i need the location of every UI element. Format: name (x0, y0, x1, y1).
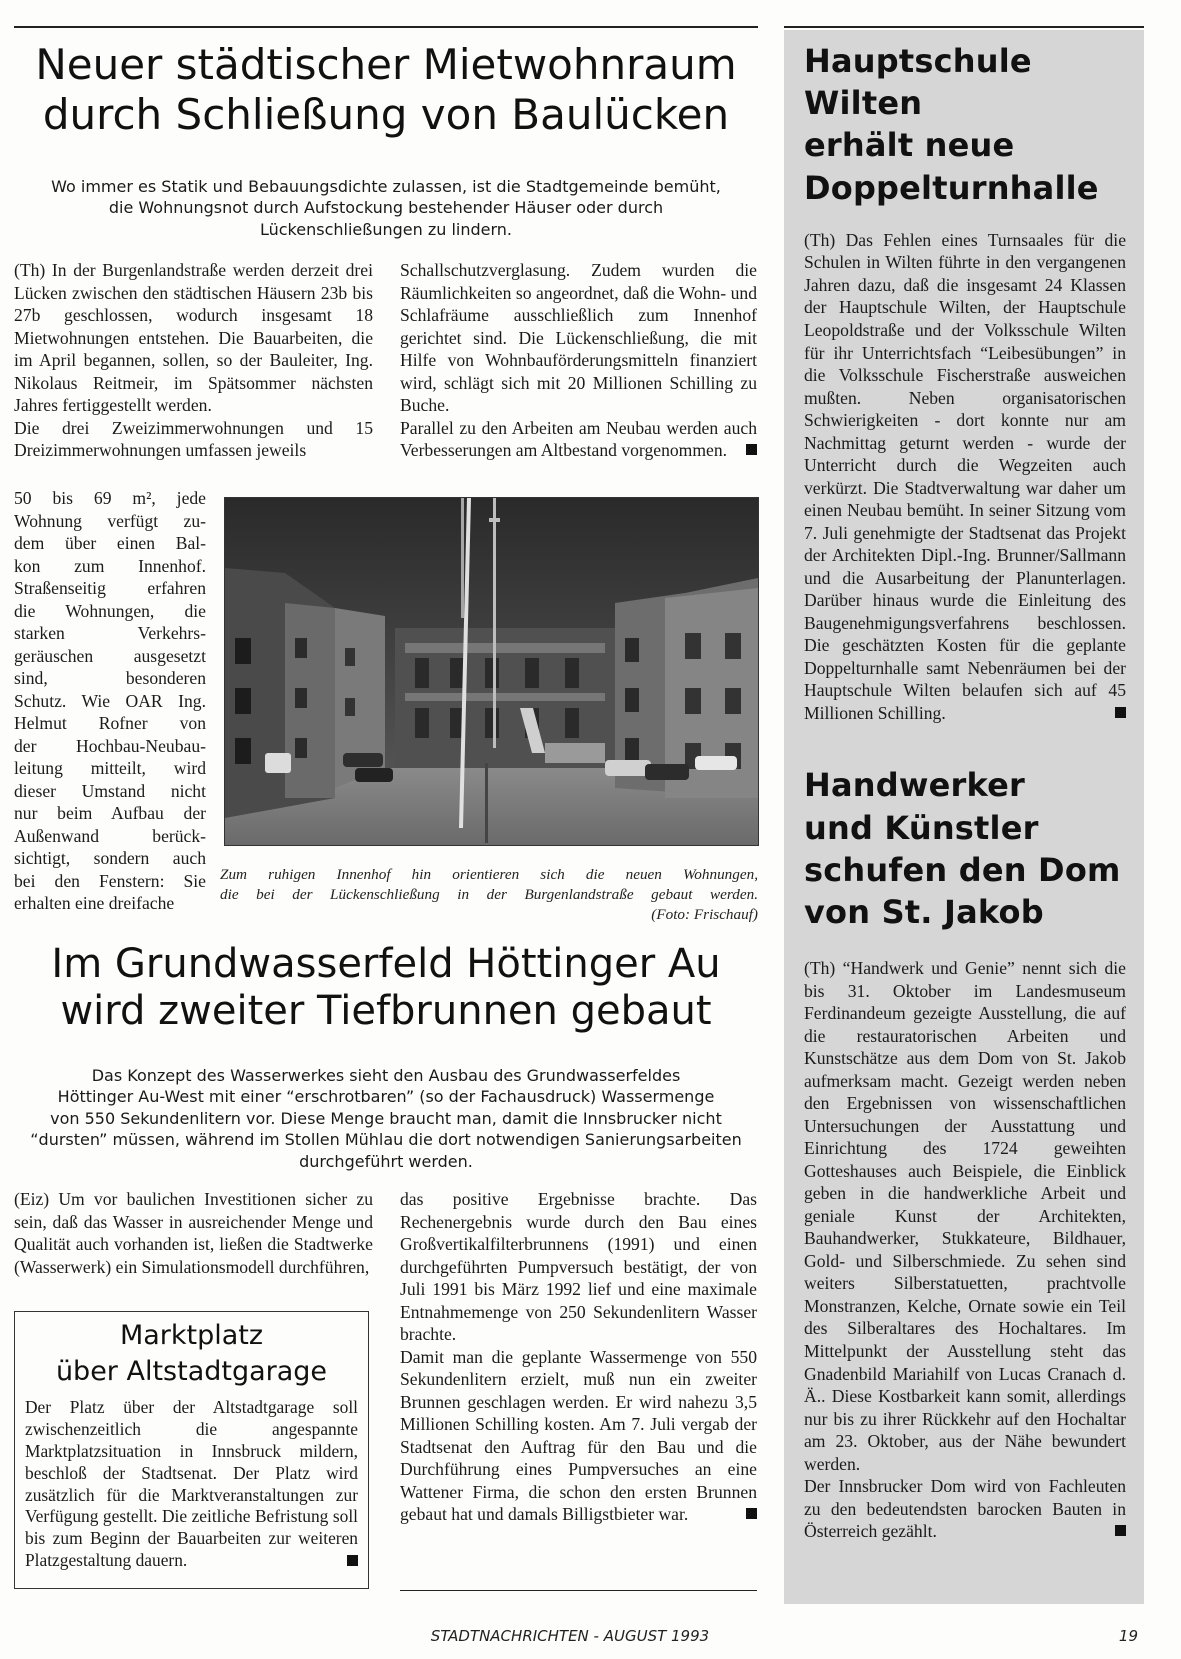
narrow-line: 50 bis 69 m², jede (14, 488, 206, 508)
article-1-paragraph: (Th) In der Burgenlandstraße werden derzeit drei Lücken zwischen den städtischen Häusern 23b bis 27b geschlossen, wodurch insgesamt 18 Mietwohnungen entstehen. Die Bauarbeiten, die im April begannen, sollen, so der Bauleiter, Ing. Nikolaus Reitmeir, im Spätsommer nächsten Jahres fertiggestellt werden. (14, 260, 373, 416)
sidebar-article-2-paragraph (804, 1475, 1126, 1543)
narrow-line: der Hochbau-Neubau- (14, 735, 206, 756)
lead-line: durchgeführt werden. (299, 1151, 473, 1171)
sidebar-article-2-paragraph: (Th) “Handwerk und Genie” nennt sich die bis 31. Oktober im Landesmuseum Ferdinandeum gezeigte Ausstellung, die auf die restauratorischen Arbeiten und Kunstschätze aus dem Dom von St. Jakob aufmerksam macht. Gezeigt werden neben den Ergebnissen von wissenschaftlichen Untersuchungen der Ausstattung und Einrichtung des 1724 geweihten Gotteshauses auch Beispiele, die Einblick geben in die handwerkliche Arbeit und geniale Kunst der Architekten, Bauhandwerker, Stukkateure, Bildhauer, Gold- und Silberschmiede. Zu sehen sind weiters Silberstatuetten, prachtvolle Monstranzen, Kelche, Ornate sowie ein Teil des Silberaltares des Hochaltares. Im Mittelpunkt der Ausstellung steht das Gnadenbild Mariahilf von Lucas Cranach d. Ä.. Diese Kostbarkeit kann somit, allerdings nur bis zu ihrer Rückkehr auf den Hochaltar am 23. Oktober, aus der Nähe bewundert werden. (804, 958, 1126, 1474)
page-number: 19 (1118, 1627, 1138, 1645)
sidebar-title-line: erhält neue (804, 126, 1015, 165)
article-1-paragraph (400, 417, 757, 462)
narrow-line: Außenwand berück- (14, 825, 206, 846)
article-2-paragraph: das positive Ergebnisse brachte. Das Rechenergebnis wurde durch den Bau eines Großvertikalfilterbrunnens (1991) und einen durchgeführten Pumpversuch bestätigt, der von Juli 1991 bis März 1992 lief und eine maximale Entnahmemenge von 250 Sekundenlitern Wasser brachte. (400, 1189, 757, 1345)
article-2-column-1 (14, 1188, 373, 1278)
narrow-line: sind, besonderen (14, 668, 206, 689)
narrow-line: geräuschen ausgesetzt (14, 645, 206, 666)
article-2-headline (14, 941, 758, 1035)
sidebar-article-1-text: (Th) Das Fehlen eines Turnsaales für die Schulen in Wilten führte in den vergangenen Jahren dazu, daß die insgesamt 24 Klassen der Hauptschule Wilten, der Hauptschule Leopoldstraße und der Volksschule Wilten für ihr Unterrichtsfach “Leibesübungen” in die Volksschule Fischerstraße ausweichen mußten. Neben organisatorischen Schwierigkeiten - dort konnte nur am Nachmittag geturnt werden - wurde der Unterricht durch die Wegzeiten auch verkürzt. Die Stadtverwaltung war daher um einen Neubau bemüht. In seiner Sitzung vom 7. Juli genehmigte der Stadtsenat das Projekt der Architekten Dipl.-Ing. Brunner/Sallmann und die Ausarbeitung der Planunterlagen. Darüber hinaus wurde die Einleitung des Baugenehmigungsverfahrens beschlossen. Die geschätzten Kosten für die geplante Doppelturnhalle samt Nebenräumen bei der Hauptschule Wilten belaufen sich auf 45 Millionen Schilling. (804, 229, 1126, 723)
article-1-paragraph: Die drei Zweizimmerwohnungen und 15 Dreizimmerwohnungen umfassen jeweils (14, 417, 373, 461)
article-2-paragraph: (Eiz) Um vor baulichen Investitionen sicher zu sein, daß das Wasser in ausreichender Menge und Qualität auch vorhanden ist, ließen die Stadtwerke (Wasserwerk) ein Simulationsmodell durchführen, (14, 1189, 373, 1277)
narrow-line: kon zum Innenhof. (14, 555, 206, 576)
narrow-line: Wohnung verfügt zu- (14, 510, 206, 531)
box-text: Der Platz über der Altstadtgarage soll zwischenzeitlich die angespannte Marktplatzsituation in Innsbruck mildern, beschloß der Stadtsenat. Der Platz wird zusätzlich für die Marktveranstaltungen zur Verfügung gestellt. Die zeitliche Befristung soll bis zum Beginn der Bauarbeiten zur weiteren Platzgestaltung dauern. (25, 1396, 358, 1571)
sidebar-title-line: und Künstler (804, 808, 1039, 847)
article-1-column-1-narrow (14, 487, 206, 915)
sidebar-title-line: von St. Jakob (804, 892, 1044, 931)
box-title-line: Marktplatz (119, 1320, 264, 1351)
article-1-last-paragraph: Parallel zu den Arbeiten am Neubau werden auch Verbesserungen am Altbestand vorgenommen. (400, 417, 757, 461)
sidebar-article-1-title (804, 40, 1126, 209)
article-2-bottom-rule (400, 1590, 757, 1591)
article-2-lead (14, 1065, 758, 1172)
sidebar-article-2-title (804, 764, 1126, 933)
narrow-line: nur beim Aufbau der (14, 803, 206, 824)
narrow-line: Schutz. Wie OAR Ing. (14, 690, 206, 711)
box-title-line: über Altstadtgarage (55, 1356, 328, 1388)
top-rule-sidebar (784, 26, 1144, 28)
sidebar-title-line: Handwerker (804, 766, 1026, 805)
end-mark (746, 1508, 757, 1519)
headline-line: Neuer städtischer Mietwohnraum (35, 40, 737, 89)
article-1-paragraph: Schallschutzverglasung. Zudem wurden die Räumlichkeiten so angeordnet, daß die Wohn- und Schlafräume ausschließlich zum Innenhof gerichtet sind. Die Lückenschließung, die mit Hilfe von Wohnbauförderungsmitteln finanziert wird, schlägt sich mit 20 Millionen Schilling zu Buche. (400, 260, 757, 416)
sidebar-title-line: schufen den Dom (804, 850, 1121, 889)
article-2-last-paragraph: Damit man die geplante Wassermenge von 550 Sekundenlitern erzielt, muß nun ein zweiter Brunnen geschlagen werden. Er wird nahezu 3,5 Millionen Schilling kosten. Am 7. Juli vergab der Stadtsenat den Auftrag für den Bau und die Durchführung eines Pumpversuches an eine Wattener Firma, die schon den ersten Brunnen gebaut hat und damals Billigstbieter war. (400, 1346, 757, 1525)
sidebar (784, 30, 1144, 1604)
article-1-column-2 (400, 259, 757, 462)
narrow-line: Straßenseitig erfahren (14, 578, 206, 599)
end-mark (1115, 707, 1126, 718)
narrow-line: Helmut Rofner von (14, 713, 206, 734)
caption-line: Zum ruhigen Innenhof hin orientieren sich die neuen Wohnungen, (220, 866, 758, 883)
narrow-line: dieser Umstand nicht (14, 780, 206, 801)
photo-credit: (Foto: Frischauf) (651, 906, 758, 924)
lead-line: “dursten” müssen, während im Stollen Mühlau die dort notwendigen Sanierungsarbeiten (30, 1130, 742, 1150)
lead-line: Wo immer es Statik und Bebauungsdichte zulassen, ist die Stadtgemeinde bemüht, (51, 177, 721, 196)
narrow-line: leitung mitteilt, wird (14, 758, 206, 779)
article-1-lead (14, 176, 758, 240)
narrow-line: die Wohnungen, die (14, 600, 206, 621)
marktplatz-box (14, 1311, 369, 1589)
footer-publication: STADTNACHRICHTEN - AUGUST 1993 (430, 1627, 710, 1645)
article-2-column-2 (400, 1188, 757, 1526)
top-rule-main (14, 26, 758, 28)
article-2-paragraph (400, 1346, 757, 1526)
lead-line: Höttinger Au-West mit einer “erschrotbaren” (so der Fachausdruck) Wassermenge (57, 1087, 715, 1107)
lead-line: Lückenschließungen zu lindern. (259, 219, 513, 239)
photo-caption (220, 865, 758, 925)
lead-line: die Wohnungsnot durch Aufstockung bestehender Häuser oder durch (108, 198, 664, 218)
headline-line: wird zweiter Tiefbrunnen gebaut (60, 988, 712, 1035)
sidebar-article-2-last-paragraph: Der Innsbrucker Dom wird von Fachleuten zu den bedeutendsten barocken Bauten in Österreich gezählt. (804, 1476, 1126, 1542)
narrow-line: erhalten eine dreifache (14, 893, 175, 914)
lead-line: Das Konzept des Wasserwerkes sieht den Ausbau des Grundwasserfeldes (91, 1066, 681, 1085)
narrow-line: starken Verkehrs- (14, 623, 206, 644)
end-mark (746, 444, 757, 455)
article-1-photo (224, 497, 759, 846)
sidebar-title-line: Doppelturnhalle (804, 168, 1099, 207)
narrow-text-lines (14, 487, 206, 915)
article-1-headline (14, 40, 758, 139)
construction-photo (225, 498, 758, 845)
lead-line: von 550 Sekundenlitern vor. Diese Menge braucht man, damit die Innsbrucker nicht (50, 1108, 722, 1128)
narrow-line: sichtigt, sondern auch (14, 848, 206, 869)
narrow-line: bei den Fenstern: Sie (14, 870, 206, 891)
end-mark (1115, 1525, 1126, 1536)
sidebar-title-line: Hauptschule (804, 42, 1032, 80)
narrow-line: dem über einen Bal- (14, 533, 206, 554)
article-1-column-1 (14, 259, 373, 462)
headline-line: Im Grundwasserfeld Höttinger Au (51, 941, 721, 987)
headline-line: durch Schließung von Baulücken (42, 89, 730, 139)
end-mark (347, 1555, 358, 1566)
sidebar-title-line: Wilten (804, 84, 923, 123)
caption-line: die bei der Lückenschließung in der Burgenlandstraße gebaut werden. (220, 886, 758, 904)
